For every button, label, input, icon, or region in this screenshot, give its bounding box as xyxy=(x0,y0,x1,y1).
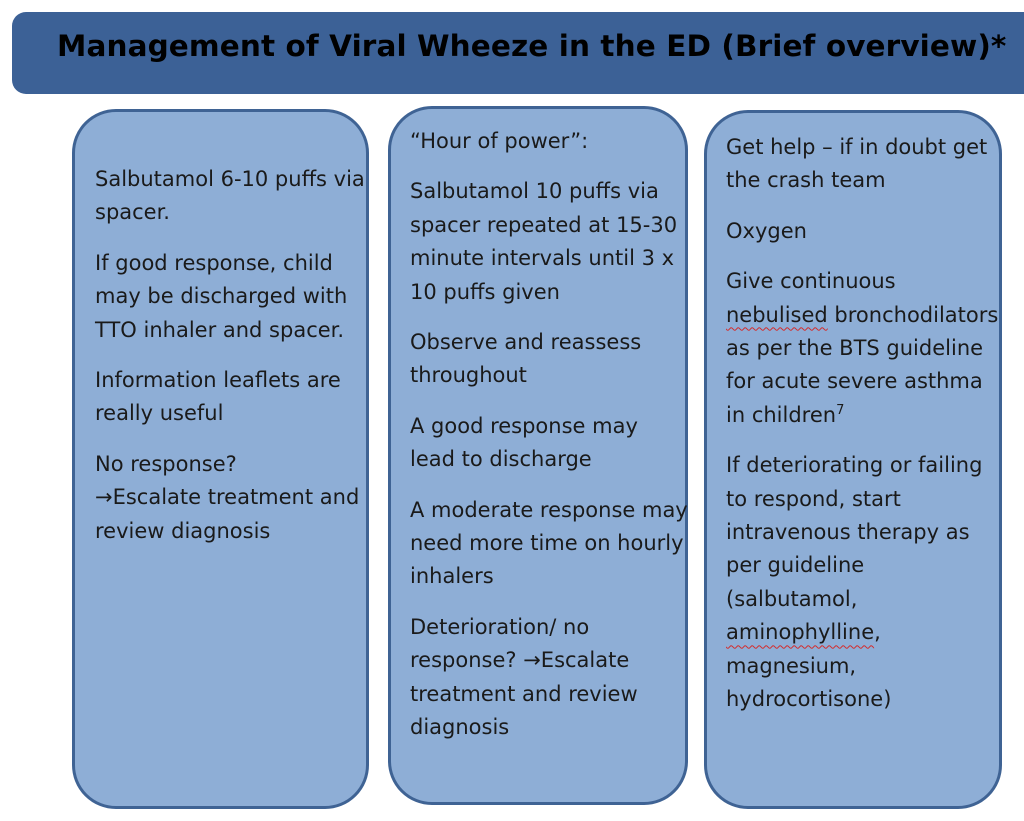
reference-superscript: 7 xyxy=(836,402,845,418)
paragraph: A good response may lead to discharge xyxy=(410,413,638,472)
text-run: bronchodilators as per the BTS guideline for acute severe asthma in children xyxy=(726,302,999,427)
paragraph: A moderate response may need more time on hourly inhalers xyxy=(410,497,688,589)
text-run: If deteriorating or failing to respond, start intravenous therapy as per guideline (salbutamol, xyxy=(726,453,983,611)
hour-of-power-text xyxy=(410,125,688,762)
spellcheck-word: nebulised xyxy=(726,302,828,327)
paragraph xyxy=(726,449,1001,716)
paragraph: If good response, child may be discharged with TTO inhaler and spacer. xyxy=(95,250,348,342)
paragraph: Deterioration/ no response? →Escalate treatment and review diagnosis xyxy=(410,614,638,740)
paragraph: “Hour of power”: xyxy=(410,129,589,153)
paragraph xyxy=(726,265,1001,432)
spellcheck-word: aminophylline xyxy=(726,620,875,645)
severe-management-text xyxy=(726,131,1001,734)
text-run: Give continuous xyxy=(726,269,896,294)
initial-treatment-text xyxy=(95,163,365,565)
paragraph: Observe and reassess throughout xyxy=(410,330,642,388)
severe-management-box xyxy=(704,110,1002,809)
paragraph: Salbutamol 10 puffs via spacer repeated at 15-30 minute intervals until 3 x 10 puffs given xyxy=(410,179,678,304)
paragraph: Get help – if in doubt get the crash team xyxy=(726,135,988,193)
page-title: Management of Viral Wheeze in the ED (Brief overview)* xyxy=(57,29,1007,63)
text-run: , magnesium, hydrocortisone) xyxy=(726,620,892,712)
paragraph: Information leaflets are really useful xyxy=(95,368,341,426)
paragraph-line: →Escalate treatment and review diagnosis xyxy=(95,485,360,543)
initial-treatment-box xyxy=(72,109,369,809)
paragraph: Oxygen xyxy=(726,218,807,243)
paragraph xyxy=(95,448,365,548)
hour-of-power-box xyxy=(388,106,688,805)
paragraph-line: No response? xyxy=(95,451,237,476)
paragraph: Salbutamol 6-10 puffs via spacer. xyxy=(95,167,365,225)
